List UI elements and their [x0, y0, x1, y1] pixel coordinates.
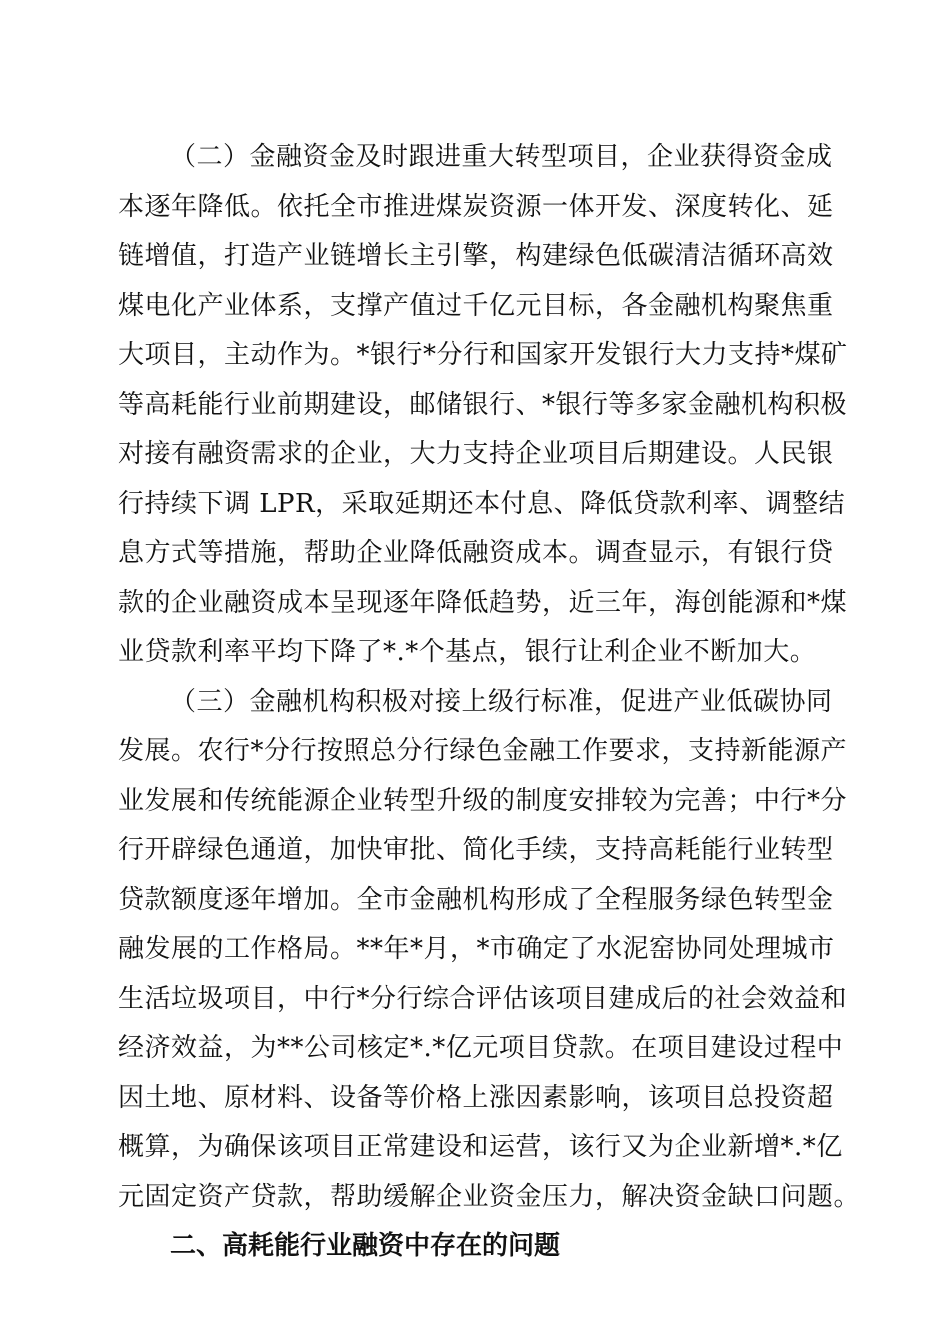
paragraph-line: 息方式等措施，帮助企业降低融资成本。调查显示，有银行贷 [118, 538, 834, 568]
paragraph-line: 元固定资产贷款，帮助缓解企业资金压力，解决资金缺口问题。 [118, 1182, 861, 1212]
paragraph-line: （三）金融机构积极对接上级行标准，促进产业低碳协同 [170, 687, 833, 717]
paragraph-line: 款的企业融资成本呈现逐年降低趋势，近三年，海创能源和*煤 [118, 588, 848, 618]
paragraph-line: 行开辟绿色通道，加快审批、简化手续，支持高耗能行业转型 [118, 835, 834, 865]
paragraph-line: 贷款额度逐年增加。全市金融机构形成了全程服务绿色转型金 [118, 885, 834, 915]
paragraph-line: 等高耗能行业前期建设，邮储银行、*银行等多家金融机构积极 [118, 390, 848, 420]
paragraph-line: 业贷款利率平均下降了*.*个基点，银行让利企业不断加大。 [118, 637, 817, 667]
paragraph-line: 链增值，打造产业链增长主引擎，构建绿色低碳清洁循环高效 [118, 241, 834, 271]
paragraph-line: 发展。农行*分行按照总分行绿色金融工作要求，支持新能源产 [118, 736, 848, 766]
paragraph-line: 煤电化产业体系，支撑产值过千亿元目标，各金融机构聚焦重 [118, 291, 834, 321]
paragraph-line: 对接有融资需求的企业，大力支持企业项目后期建设。人民银 [118, 439, 834, 469]
paragraph-line: 本逐年降低。依托全市推进煤炭资源一体开发、深度转化、延 [118, 192, 834, 222]
paragraph-line: 融发展的工作格局。**年*月，*市确定了水泥窑协同处理城市 [118, 934, 835, 964]
paragraph-line: 经济效益，为**公司核定*.*亿元项目贷款。在项目建设过程中 [118, 1033, 844, 1063]
paragraph-line: 因土地、原材料、设备等价格上涨因素影响，该项目总投资超 [118, 1083, 834, 1113]
paragraph-line: 概算，为确保该项目正常建设和运营，该行又为企业新增*.*亿 [118, 1132, 843, 1162]
section-heading: 二、高耗能行业融资中存在的问题 [170, 1231, 561, 1261]
paragraph-line: （二）金融资金及时跟进重大转型项目，企业获得资金成 [170, 142, 833, 172]
paragraph-line: 生活垃圾项目，中行*分行综合评估该项目建成后的社会效益和 [118, 984, 848, 1014]
paragraph-line: 业发展和传统能源企业转型升级的制度安排较为完善；中行*分 [118, 786, 848, 816]
paragraph-line: 大项目，主动作为。*银行*分行和国家开发银行大力支持*煤矿 [118, 340, 848, 370]
paragraph-line: 行持续下调 LPR，采取延期还本付息、降低贷款利率、调整结 [118, 489, 846, 519]
